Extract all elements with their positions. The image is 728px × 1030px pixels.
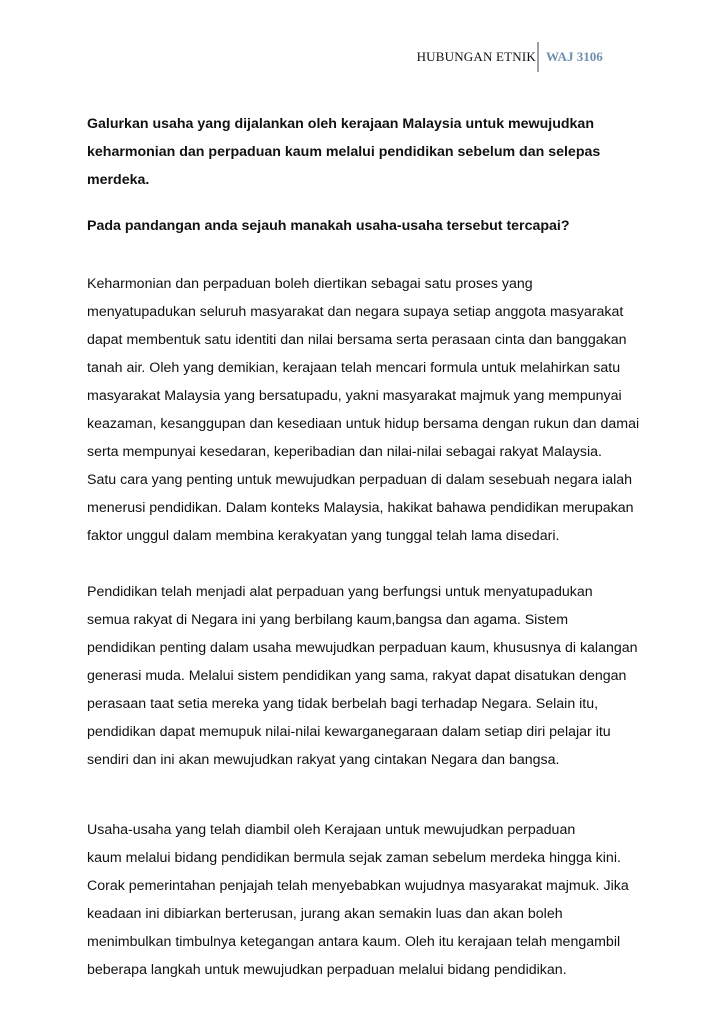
paragraph-2: Pendidikan telah menjadi alat perpaduan yang berfungsi untuk menyatupadukan semua rakyat di Negara ini yang berbilang kaum,bangsa dan agama. Sistem pendidikan penting dalam usaha mewujudkan perpaduan kaum, khususnya di kalangan generasi muda. Melalui sistem pendidikan yang sama, rakyat dapat disatukan dengan perasaan taat setia mereka yang tidak berbelah bagi terhadap Negara. Selain itu, pendidikan dapat memupuk nilai-nilai kewarganegaraan dalam setiap diri pelajar itu sendiri dan ini akan mewujudkan rakyat yang cintakan Negara dan bangsa.	[87, 584, 638, 768]
question-1: Galurkan usaha yang dijalankan oleh kerajaan Malaysia untuk mewujudkan keharmonian dan perpaduan kaum melalui pendidikan sebelum dan selepas merdeka.	[87, 116, 601, 188]
header-course-title: HUBUNGAN ETNIK	[416, 49, 536, 64]
paragraph-3: Usaha-usaha yang telah diambil oleh Kerajaan untuk mewujudkan perpaduan kaum melalui bidang pendidikan bermula sejak zaman sebelum merdeka hingga kini. Corak pemerintahan penjajah telah menyebabkan wujudnya masyarakat majmuk. Jika keadaan ini dibiarkan berterusan, jurang akan semakin luas dan akan boleh menimbulkan timbulnya ketegangan antara kaum. Oleh itu kerajaan telah mengambil beberapa langkah untuk mewujudkan perpaduan melalui bidang pendidikan.	[87, 822, 629, 978]
page-header	[0, 40, 728, 74]
question-2: Pada pandangan anda sejauh manakah usaha-usaha tersebut tercapai?	[87, 218, 570, 234]
document-body	[87, 110, 667, 984]
header-divider	[537, 42, 539, 72]
header-course-code: WAJ 3106	[546, 49, 603, 64]
paragraph-1: Keharmonian dan perpaduan boleh diertikan sebagai satu proses yang menyatupadukan seluruh masyarakat dan negara supaya setiap anggota masyarakat dapat membentuk satu identiti dan nilai bersama serta perasaan cinta dan banggakan tanah air. Oleh yang demikian, kerajaan telah mencari formula untuk melahirkan satu masyarakat Malaysia yang bersatupadu, yakni masyarakat majmuk yang mempunyai keazaman, kesanggupan dan kesediaan untuk hidup bersama dengan rukun dan damai serta mempunyai kesedaran, keperibadian dan nilai-nilai sebagai rakyat Malaysia. Satu cara yang penting untuk mewujudkan perpaduan di dalam sesebuah negara ialah menerusi pendidikan. Dalam konteks Malaysia, hakikat bahawa pendidikan merupakan faktor unggul dalam membina kerakyatan yang tunggal telah lama disedari.	[87, 276, 640, 544]
